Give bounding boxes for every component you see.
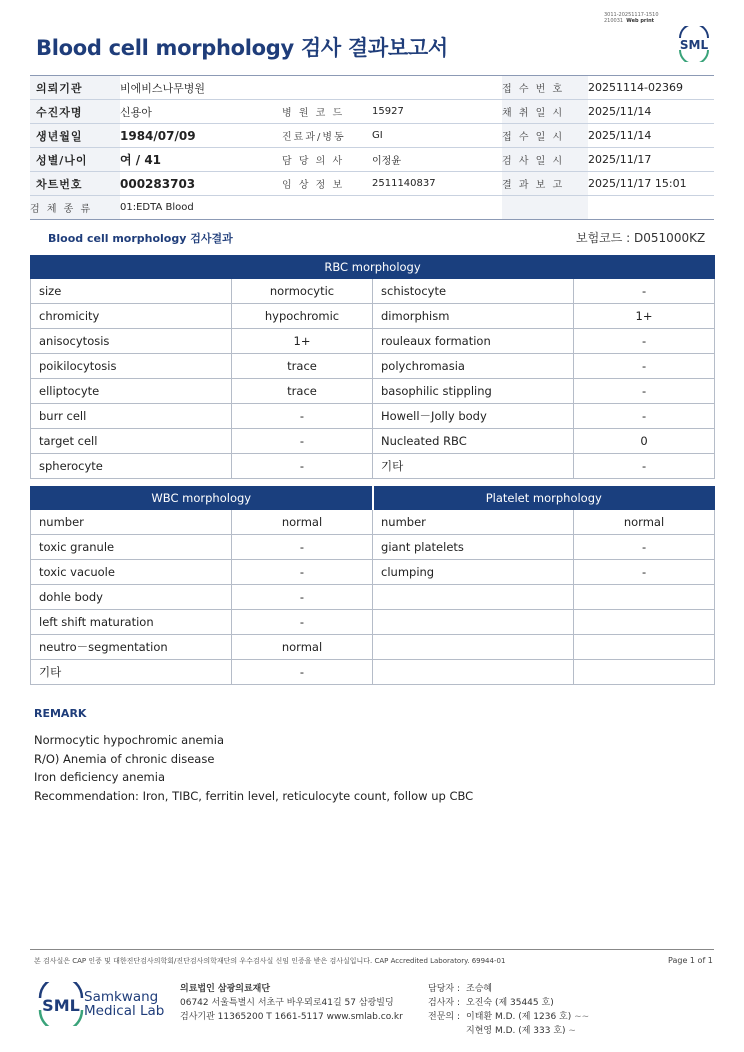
item-name: anisocytosis xyxy=(31,329,232,354)
wbc-platelet-row xyxy=(31,610,715,635)
footer-divider xyxy=(30,949,714,950)
info-label xyxy=(282,76,372,100)
item-value: trace xyxy=(232,354,373,379)
info-label: 검 사 일 시 xyxy=(502,148,588,172)
item-name: basophilic stippling xyxy=(373,379,574,404)
info-value: 1984/07/09 xyxy=(120,124,282,148)
item-name: 기타 xyxy=(31,660,232,685)
sml-logo-icon xyxy=(676,26,712,62)
item-name xyxy=(373,635,574,660)
section-title: Blood cell morphology 검사결과 xyxy=(48,232,233,245)
item-value: - xyxy=(574,379,715,404)
page-number: Page 1 of 1 xyxy=(668,956,713,965)
info-label: 결 과 보 고 xyxy=(502,172,588,196)
item-name: spherocyte xyxy=(31,454,232,479)
signature-2: ~ xyxy=(568,1026,576,1036)
item-name: left shift maturation xyxy=(31,610,232,635)
item-name: neutro－segmentation xyxy=(31,635,232,660)
info-label: 접 수 번 호 xyxy=(502,76,588,100)
wbc-platelet-row xyxy=(31,660,715,685)
rbc-row xyxy=(31,329,715,354)
item-value xyxy=(574,610,715,635)
svg-text:SML: SML xyxy=(679,38,709,52)
info-value: 2025/11/17 15:01 xyxy=(588,172,714,196)
staff-list: 담당자 : 조승혜 검사자 : 오진숙 (제 35445 호) 전문의 : 이태환 M.D. (제 1236 호) ~~ 지현영 M.D. (제 333 호) ~ xyxy=(428,984,590,1036)
item-value: 1+ xyxy=(232,329,373,354)
item-value: - xyxy=(574,535,715,560)
item-name: size xyxy=(31,279,232,304)
info-value: 신용아 xyxy=(120,100,282,124)
item-name: Nucleated RBC xyxy=(373,429,574,454)
info-label: 진료과/병동 xyxy=(282,124,372,148)
item-name: giant platelets xyxy=(373,535,574,560)
item-name: toxic granule xyxy=(31,535,232,560)
info-row xyxy=(30,196,714,220)
item-value: - xyxy=(574,560,715,585)
rbc-row xyxy=(31,429,715,454)
logo-text: SML xyxy=(42,996,80,1015)
item-name: Howell－Jolly body xyxy=(373,404,574,429)
item-name: number xyxy=(31,510,232,535)
info-label: 담 당 의 사 xyxy=(282,148,372,172)
info-value xyxy=(372,76,502,100)
item-name: chromicity xyxy=(31,304,232,329)
item-value: trace xyxy=(232,379,373,404)
info-value: 여 / 41 xyxy=(120,148,282,172)
info-label: 성별/나이 xyxy=(30,148,120,172)
info-value xyxy=(588,196,714,220)
item-value: - xyxy=(574,329,715,354)
info-label: 임 상 정 보 xyxy=(282,172,372,196)
item-value xyxy=(574,635,715,660)
item-value: - xyxy=(232,535,373,560)
info-value: 2025/11/14 xyxy=(588,100,714,124)
item-value: - xyxy=(574,354,715,379)
rbc-row xyxy=(31,379,715,404)
rbc-row xyxy=(31,304,715,329)
item-value: - xyxy=(232,404,373,429)
info-label: 병 원 코 드 xyxy=(282,100,372,124)
info-value: 01:EDTA Blood xyxy=(120,196,282,220)
item-value xyxy=(574,585,715,610)
remark-line: Iron deficiency anemia xyxy=(34,770,165,784)
report-title: Blood cell morphology 검사 결과보고서 xyxy=(36,36,448,60)
rbc-row xyxy=(31,354,715,379)
info-row xyxy=(30,100,714,124)
item-name: polychromasia xyxy=(373,354,574,379)
wbc-platelet-row xyxy=(31,635,715,660)
rbc-row xyxy=(31,404,715,429)
info-label: 차트번호 xyxy=(30,172,120,196)
item-value: normal xyxy=(232,635,373,660)
item-name xyxy=(373,585,574,610)
info-row xyxy=(30,76,714,100)
item-value: normocytic xyxy=(232,279,373,304)
item-name: toxic vacuole xyxy=(31,560,232,585)
item-name: target cell xyxy=(31,429,232,454)
wbc-platelet-table xyxy=(30,486,715,685)
item-name: rouleaux formation xyxy=(373,329,574,354)
remark-line: R/O) Anemia of chronic disease xyxy=(34,751,215,766)
info-value: 000283703 xyxy=(120,172,282,196)
info-label: 검 체 종 류 xyxy=(30,196,120,220)
item-value: - xyxy=(574,279,715,304)
remark-line: Normocytic hypochromic anemia xyxy=(34,733,224,747)
item-name xyxy=(373,660,574,685)
remark-text xyxy=(34,731,473,805)
item-name: burr cell xyxy=(31,404,232,429)
print-code: 3011-20251117-1510 210031 Web print xyxy=(604,12,659,24)
item-value: - xyxy=(574,454,715,479)
rbc-header: RBC morphology xyxy=(31,256,715,279)
patient-info-table xyxy=(30,75,714,220)
remark-title: REMARK xyxy=(34,707,87,720)
info-value: 이정윤 xyxy=(372,148,502,172)
item-value: - xyxy=(232,610,373,635)
item-name: 기타 xyxy=(373,454,574,479)
item-value: 1+ xyxy=(574,304,715,329)
item-value: - xyxy=(232,560,373,585)
wbc-platelet-row xyxy=(31,535,715,560)
item-name: schistocyte xyxy=(373,279,574,304)
samkwang-logo-icon xyxy=(36,982,86,1026)
info-value: GI xyxy=(372,124,502,148)
item-value: - xyxy=(232,660,373,685)
wbc-platelet-row xyxy=(31,585,715,610)
info-label: 수진자명 xyxy=(30,100,120,124)
info-value: 2025/11/14 xyxy=(588,124,714,148)
item-name xyxy=(373,610,574,635)
info-row xyxy=(30,124,714,148)
item-name: dimorphism xyxy=(373,304,574,329)
item-value: - xyxy=(232,585,373,610)
item-value: normal xyxy=(574,510,715,535)
item-value: - xyxy=(232,454,373,479)
info-row xyxy=(30,148,714,172)
item-value: normal xyxy=(232,510,373,535)
info-label xyxy=(282,196,372,220)
accreditation-note: 본 검사실은 CAP 인증 및 대한진단검사의학회/진단검사의학재단의 우수검사실 신임 인증을 받은 검사실입니다. CAP Accredited Laboratory. 69944-01 xyxy=(34,957,506,965)
info-value: 2025/11/17 xyxy=(588,148,714,172)
signature-1: ~~ xyxy=(574,1012,590,1022)
item-value: 0 xyxy=(574,429,715,454)
info-value: 비에비스나무병원 xyxy=(120,76,282,100)
wbc-platelet-row xyxy=(31,510,715,535)
info-value: 20251114-02369 xyxy=(588,76,714,100)
info-label: 접 수 일 시 xyxy=(502,124,588,148)
item-value: hypochromic xyxy=(232,304,373,329)
lab-name: Samkwang Medical Lab xyxy=(84,989,165,1019)
insurance-code: 보험코드 : D051000KZ xyxy=(576,231,706,245)
item-value xyxy=(574,660,715,685)
item-value: - xyxy=(574,404,715,429)
info-label: 의뢰기관 xyxy=(30,76,120,100)
platelet-header: Platelet morphology xyxy=(373,487,715,510)
remark-line: Recommendation: Iron, TIBC, ferritin level, reticulocyte count, follow up CBC xyxy=(34,788,474,803)
item-value: - xyxy=(232,429,373,454)
info-label: 채 취 일 시 xyxy=(502,100,588,124)
rbc-row xyxy=(31,454,715,479)
info-label: 생년월일 xyxy=(30,124,120,148)
info-value: 2511140837 xyxy=(372,172,502,196)
rbc-morphology-table xyxy=(30,255,715,479)
lab-contact: 의료법인 삼광의료재단 06742 서울특별시 서초구 바우뫼로41길 57 삼광빌딩 검사기관 11365200 T 1661-5117 www.smlab.co.kr xyxy=(180,984,403,1022)
item-name: clumping xyxy=(373,560,574,585)
item-name: elliptocyte xyxy=(31,379,232,404)
info-row xyxy=(30,172,714,196)
wbc-platelet-row xyxy=(31,560,715,585)
item-name: poikilocytosis xyxy=(31,354,232,379)
wbc-header: WBC morphology xyxy=(31,487,373,510)
info-label xyxy=(502,196,588,220)
item-name: number xyxy=(373,510,574,535)
rbc-row xyxy=(31,279,715,304)
item-name: dohle body xyxy=(31,585,232,610)
info-value xyxy=(372,196,502,220)
info-value: 15927 xyxy=(372,100,502,124)
